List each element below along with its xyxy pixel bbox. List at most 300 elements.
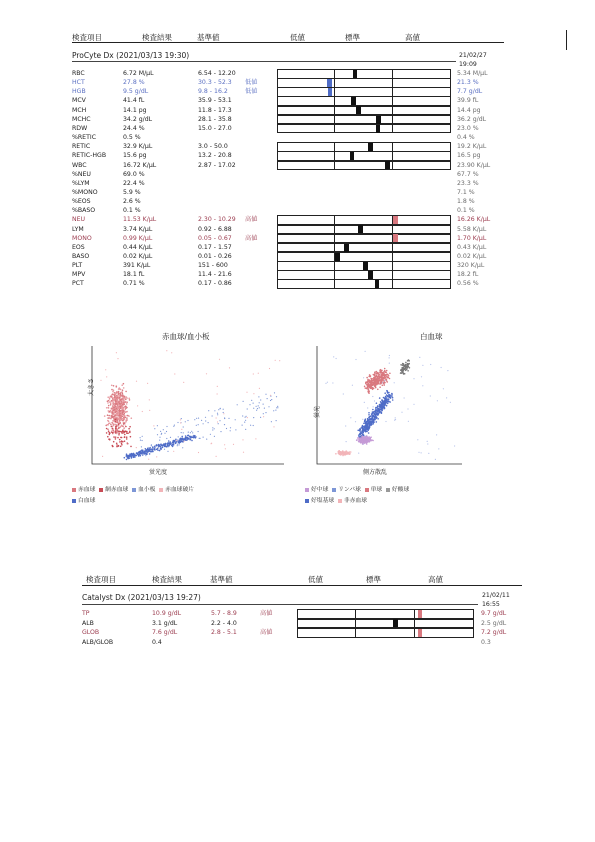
item-result: 18.1 fL xyxy=(123,271,145,279)
scatter-point xyxy=(175,441,176,442)
scatter-point xyxy=(129,426,131,428)
scatter-point xyxy=(110,424,112,426)
scatter-point xyxy=(407,408,408,409)
scatter-point xyxy=(120,407,122,409)
wbc-chart-title: 白血球 xyxy=(420,332,443,341)
scatter-point xyxy=(386,397,388,399)
legend-swatch xyxy=(72,488,76,492)
scatter-point xyxy=(125,431,127,433)
scatter-point xyxy=(145,450,147,452)
scatter-point xyxy=(223,413,224,414)
scatter-point xyxy=(160,447,162,449)
scatter-point xyxy=(325,383,326,384)
scatter-point xyxy=(225,448,226,449)
scatter-point xyxy=(258,405,259,406)
scatter-point xyxy=(265,394,266,395)
scatter-point xyxy=(271,399,272,400)
scatter-point xyxy=(373,374,375,376)
item-name: PLT xyxy=(72,262,83,270)
scatter-point xyxy=(369,384,371,386)
item-ref: 2.30 - 10.29 xyxy=(198,216,236,224)
scatter-point xyxy=(268,406,269,407)
scatter-point xyxy=(369,424,371,426)
scatter-point xyxy=(122,429,124,431)
item-previous: 23.90 K/µL xyxy=(457,161,491,169)
scatter-point xyxy=(115,417,117,419)
scatter-point xyxy=(175,442,177,444)
scatter-point xyxy=(112,397,114,399)
scatter-point xyxy=(181,436,183,438)
scatter-point xyxy=(350,417,351,418)
scatter-point xyxy=(419,357,420,358)
item-name: BASO xyxy=(72,253,90,260)
scatter-point xyxy=(370,415,372,417)
item-name: WBC xyxy=(72,161,87,169)
header-rule-2 xyxy=(82,585,522,586)
item-name: ALB/GLOB xyxy=(82,639,114,647)
scatter-point xyxy=(117,417,119,419)
scatter-point xyxy=(385,421,386,422)
scatter-point xyxy=(224,417,225,418)
scatter-point xyxy=(121,414,123,416)
item-ref: 3.0 - 50.0 xyxy=(198,143,228,151)
table-row xyxy=(0,252,595,262)
item-result: 0.4 xyxy=(152,639,162,647)
scatter-point xyxy=(377,389,379,391)
scatter-point xyxy=(120,393,122,395)
scatter-point xyxy=(365,431,367,433)
scatter-point xyxy=(428,453,429,454)
header-ref-2: 基準値 xyxy=(210,575,233,584)
scatter-point xyxy=(436,434,437,435)
scatter-point xyxy=(112,432,114,434)
table-row xyxy=(0,87,595,97)
table-row xyxy=(0,106,595,116)
scatter-point xyxy=(172,440,174,442)
scatter-point xyxy=(352,385,353,386)
procyte-prev-time: 19:09 xyxy=(459,61,477,68)
scatter-point xyxy=(191,431,192,432)
scatter-point xyxy=(211,443,212,444)
rbc-scatter-plot xyxy=(80,340,290,480)
result-marker xyxy=(368,143,373,151)
item-name: %LYM xyxy=(72,179,90,187)
table-row xyxy=(0,197,595,207)
scatter-point xyxy=(125,391,127,393)
plot-axes xyxy=(317,346,462,464)
scatter-point xyxy=(172,446,174,448)
scatter-point xyxy=(387,390,389,392)
scatter-point xyxy=(367,440,369,442)
scatter-point xyxy=(366,422,368,424)
scatter-point xyxy=(370,439,372,441)
wbc-legend xyxy=(305,484,409,493)
scatter-point xyxy=(146,449,148,451)
scatter-point xyxy=(198,431,199,432)
scatter-point xyxy=(363,437,365,439)
scatter-point xyxy=(118,445,120,447)
scatter-point xyxy=(368,412,370,414)
scatter-point xyxy=(190,438,192,440)
item-result: 3.1 g/dL xyxy=(152,619,178,627)
scatter-point xyxy=(275,410,276,411)
scatter-point xyxy=(119,397,121,399)
scatter-point xyxy=(119,409,121,411)
item-ref: 11.4 - 21.6 xyxy=(198,271,232,279)
table-row xyxy=(0,215,595,225)
item-flag: 低値 xyxy=(245,79,258,87)
item-previous: 67.7 % xyxy=(457,170,479,178)
scatter-point xyxy=(385,372,387,374)
scatter-point xyxy=(367,421,369,423)
scatter-point xyxy=(228,418,229,419)
scatter-point xyxy=(360,436,362,438)
scatter-point xyxy=(116,415,118,417)
header-high: 高値 xyxy=(405,33,420,42)
scatter-point xyxy=(121,391,123,393)
scatter-point xyxy=(114,412,116,414)
header-low-2: 低値 xyxy=(308,575,323,584)
table-row xyxy=(0,78,595,88)
table-row xyxy=(0,609,595,619)
scatter-point xyxy=(342,451,344,453)
item-result: 9.5 g/dL xyxy=(123,88,149,96)
scatter-point xyxy=(198,424,199,425)
scatter-point xyxy=(387,381,389,383)
item-result: 7.6 g/dL xyxy=(152,629,178,637)
scatter-point xyxy=(156,444,158,446)
scatter-point xyxy=(118,427,120,429)
scatter-point xyxy=(116,443,118,445)
scatter-point xyxy=(112,411,114,413)
scatter-point xyxy=(206,439,207,440)
scatter-point xyxy=(113,409,115,411)
scatter-point xyxy=(144,453,146,455)
scatter-point xyxy=(380,369,382,371)
scatter-point xyxy=(124,406,126,408)
scatter-point xyxy=(375,408,377,410)
scatter-point xyxy=(116,446,118,448)
scatter-point xyxy=(359,439,361,441)
scatter-point xyxy=(364,387,366,389)
item-result: 32.9 K/µL xyxy=(123,143,153,151)
scatter-point xyxy=(118,423,120,425)
scatter-point xyxy=(138,455,140,457)
scatter-point xyxy=(216,417,217,418)
scatter-point xyxy=(367,380,369,382)
scatter-point xyxy=(106,428,108,430)
scatter-point xyxy=(124,436,126,438)
range-gauge xyxy=(277,151,451,161)
item-name: HGB xyxy=(72,88,86,96)
scatter-point xyxy=(360,429,362,431)
scatter-point xyxy=(205,420,206,421)
scatter-point xyxy=(111,426,113,428)
scatter-point xyxy=(154,428,155,429)
scatter-point xyxy=(131,417,133,419)
scatter-point xyxy=(343,453,345,455)
scatter-point xyxy=(122,393,124,395)
scatter-point xyxy=(142,411,143,412)
scatter-point xyxy=(388,398,390,400)
scatter-point xyxy=(173,426,174,427)
item-flag: 高値 xyxy=(260,629,273,637)
scatter-point xyxy=(218,409,219,410)
scatter-point xyxy=(343,393,344,394)
scatter-point xyxy=(421,452,422,453)
item-result: 0.1 % xyxy=(123,207,141,215)
scatter-point xyxy=(370,421,372,423)
scatter-point xyxy=(245,429,246,430)
scatter-point xyxy=(279,360,280,361)
scatter-point xyxy=(111,417,113,419)
scatter-point xyxy=(149,399,150,400)
scatter-point xyxy=(454,445,455,446)
item-previous: 36.2 g/dL xyxy=(457,115,487,123)
item-previous: 320 K/µL xyxy=(457,262,485,270)
scatter-point xyxy=(360,431,362,433)
scatter-point xyxy=(108,405,110,407)
scatter-point xyxy=(107,436,109,438)
scatter-point xyxy=(148,447,149,448)
scatter-point xyxy=(120,395,122,397)
item-ref: 0.05 - 0.67 xyxy=(198,234,232,242)
scatter-point xyxy=(120,431,122,433)
scatter-point xyxy=(216,456,217,457)
scatter-point xyxy=(365,351,366,352)
item-ref: 0.01 - 0.26 xyxy=(198,253,232,260)
scatter-point xyxy=(107,400,109,402)
scatter-point xyxy=(223,409,224,410)
item-ref: 0.92 - 6.88 xyxy=(198,225,232,233)
scatter-point xyxy=(406,368,408,370)
result-marker xyxy=(376,116,381,124)
scatter-point xyxy=(259,402,260,403)
range-gauge xyxy=(277,215,451,225)
item-result: 10.9 g/dL xyxy=(152,610,182,617)
scatter-point xyxy=(159,450,161,452)
scatter-point xyxy=(229,367,230,368)
scatter-point xyxy=(109,398,111,400)
item-ref: 6.54 - 12.20 xyxy=(198,70,236,77)
scatter-point xyxy=(120,446,122,448)
item-ref: 0.17 - 0.86 xyxy=(198,280,232,288)
scatter-point xyxy=(336,358,337,359)
scatter-point xyxy=(378,374,380,376)
scatter-point xyxy=(168,440,170,442)
scatter-point xyxy=(115,414,117,416)
scatter-point xyxy=(219,359,220,360)
scatter-point xyxy=(387,395,389,397)
range-gauge xyxy=(277,279,451,289)
scatter-point xyxy=(380,382,382,384)
scatter-point xyxy=(217,414,218,415)
scatter-point xyxy=(205,417,206,418)
scatter-point xyxy=(177,441,178,442)
scatter-point xyxy=(364,419,366,421)
scatter-point xyxy=(203,437,204,438)
item-previous: 7.7 g/dL xyxy=(457,88,483,96)
scatter-point xyxy=(191,440,193,442)
scatter-point xyxy=(157,425,158,426)
result-marker xyxy=(335,253,340,261)
scatter-point xyxy=(162,447,164,449)
rbc-x-axis-label: 蛍光度 xyxy=(149,469,168,476)
scatter-point xyxy=(214,410,215,411)
table-row xyxy=(0,619,595,629)
scatter-point xyxy=(386,370,388,372)
scatter-point xyxy=(219,420,220,421)
scatter-point xyxy=(384,397,386,399)
scatter-point xyxy=(260,417,261,418)
scatter-point xyxy=(368,417,370,419)
table-row xyxy=(0,69,595,79)
scatter-point xyxy=(253,403,254,404)
scatter-point xyxy=(134,456,136,458)
scatter-point xyxy=(142,440,143,441)
scatter-point xyxy=(151,450,152,451)
scatter-point xyxy=(112,428,114,430)
legend-wbc: 白血球 xyxy=(78,498,96,504)
scatter-point xyxy=(447,370,448,371)
item-result: 6.72 M/µL xyxy=(123,70,154,77)
scatter-point xyxy=(377,381,379,383)
scatter-point xyxy=(382,385,384,387)
scatter-point xyxy=(400,364,402,366)
scatter-point xyxy=(387,377,389,379)
table-row xyxy=(0,206,595,216)
scatter-point xyxy=(413,404,414,405)
scatter-point xyxy=(244,422,245,423)
item-ref: 9.8 - 16.2 xyxy=(198,88,228,96)
table-row xyxy=(0,151,595,161)
table-row xyxy=(0,142,595,152)
table-row xyxy=(0,96,595,106)
scatter-point xyxy=(253,425,254,426)
scatter-point xyxy=(180,419,181,420)
item-previous: 0.02 K/µL xyxy=(457,253,487,260)
scatter-point xyxy=(386,405,388,407)
item-result: 0.71 % xyxy=(123,280,145,288)
result-marker xyxy=(353,70,358,78)
scatter-point xyxy=(190,436,192,438)
scatter-point xyxy=(153,425,154,426)
scatter-point xyxy=(118,433,120,435)
scatter-point xyxy=(224,444,225,445)
scatter-point xyxy=(408,421,409,422)
scatter-point xyxy=(226,428,227,429)
scatter-point xyxy=(115,411,117,413)
item-previous: 39.9 fL xyxy=(457,97,479,105)
legend-rbc: 赤血球 xyxy=(78,487,96,493)
result-marker xyxy=(418,610,423,618)
scatter-point xyxy=(168,444,169,445)
range-gauge xyxy=(277,270,451,280)
scatter-point xyxy=(383,377,385,379)
scatter-point xyxy=(242,425,243,426)
scatter-point xyxy=(126,438,128,440)
scatter-point xyxy=(389,363,390,364)
scatter-point xyxy=(114,405,116,407)
scatter-point xyxy=(235,419,236,420)
scatter-point xyxy=(373,406,374,407)
scatter-point xyxy=(174,373,175,374)
scatter-point xyxy=(108,415,110,417)
scatter-point xyxy=(217,393,218,394)
scatter-point xyxy=(242,439,243,440)
scatter-point xyxy=(116,352,117,353)
item-ref: 0.17 - 1.57 xyxy=(198,243,232,251)
scatter-point xyxy=(128,457,130,459)
scatter-point xyxy=(384,370,386,372)
item-previous: 1.8 % xyxy=(457,198,475,206)
scatter-point xyxy=(183,382,184,383)
scatter-point xyxy=(365,441,367,443)
scatter-point xyxy=(208,422,209,423)
scatter-point xyxy=(114,415,116,417)
scatter-point xyxy=(118,434,120,436)
scatter-point xyxy=(166,438,167,439)
scatter-point xyxy=(139,454,141,456)
item-name: LYM xyxy=(72,225,84,233)
scatter-point xyxy=(405,362,407,364)
scatter-point xyxy=(339,452,341,454)
scatter-point xyxy=(119,420,121,422)
item-name: %MONO xyxy=(72,188,98,196)
scatter-point xyxy=(253,417,254,418)
item-ref: 2.87 - 17.02 xyxy=(198,161,236,169)
scatter-point xyxy=(140,437,141,438)
scatter-point xyxy=(446,397,447,398)
scatter-point xyxy=(111,385,113,387)
scatter-point xyxy=(430,364,431,365)
scatter-point xyxy=(422,385,423,386)
scatter-point xyxy=(345,425,346,426)
catalyst-title: Catalyst Dx (2021/03/13 19:27) xyxy=(82,593,201,602)
scatter-point xyxy=(162,445,164,447)
wbc-scatter-plot xyxy=(305,340,465,480)
scatter-point xyxy=(358,437,360,439)
item-ref: 5.7 - 8.9 xyxy=(211,610,237,617)
scatter-point xyxy=(374,400,375,401)
item-name: NEU xyxy=(72,216,86,224)
scatter-point xyxy=(102,456,103,457)
header-high-2: 高値 xyxy=(428,575,443,584)
scatter-point xyxy=(115,424,117,426)
scatter-point xyxy=(121,398,123,400)
scatter-point xyxy=(167,451,168,452)
scatter-point xyxy=(382,403,384,405)
scatter-point xyxy=(427,443,428,444)
scatter-point xyxy=(372,418,374,420)
scatter-point xyxy=(106,432,108,434)
scatter-point xyxy=(223,412,224,413)
scatter-point xyxy=(386,378,388,380)
scatter-point xyxy=(109,438,111,440)
item-previous: 0.3 xyxy=(481,639,491,647)
scatter-point xyxy=(381,374,383,376)
range-gauge xyxy=(277,252,451,262)
table-row xyxy=(0,170,595,180)
scatter-point xyxy=(181,438,183,440)
legend-swatch xyxy=(305,499,309,503)
scatter-point xyxy=(183,426,184,427)
scatter-point xyxy=(146,451,148,453)
item-ref: 28.1 - 35.8 xyxy=(198,115,232,123)
scatter-point xyxy=(192,432,193,433)
item-name: %BASO xyxy=(72,207,96,215)
result-marker xyxy=(328,88,333,96)
